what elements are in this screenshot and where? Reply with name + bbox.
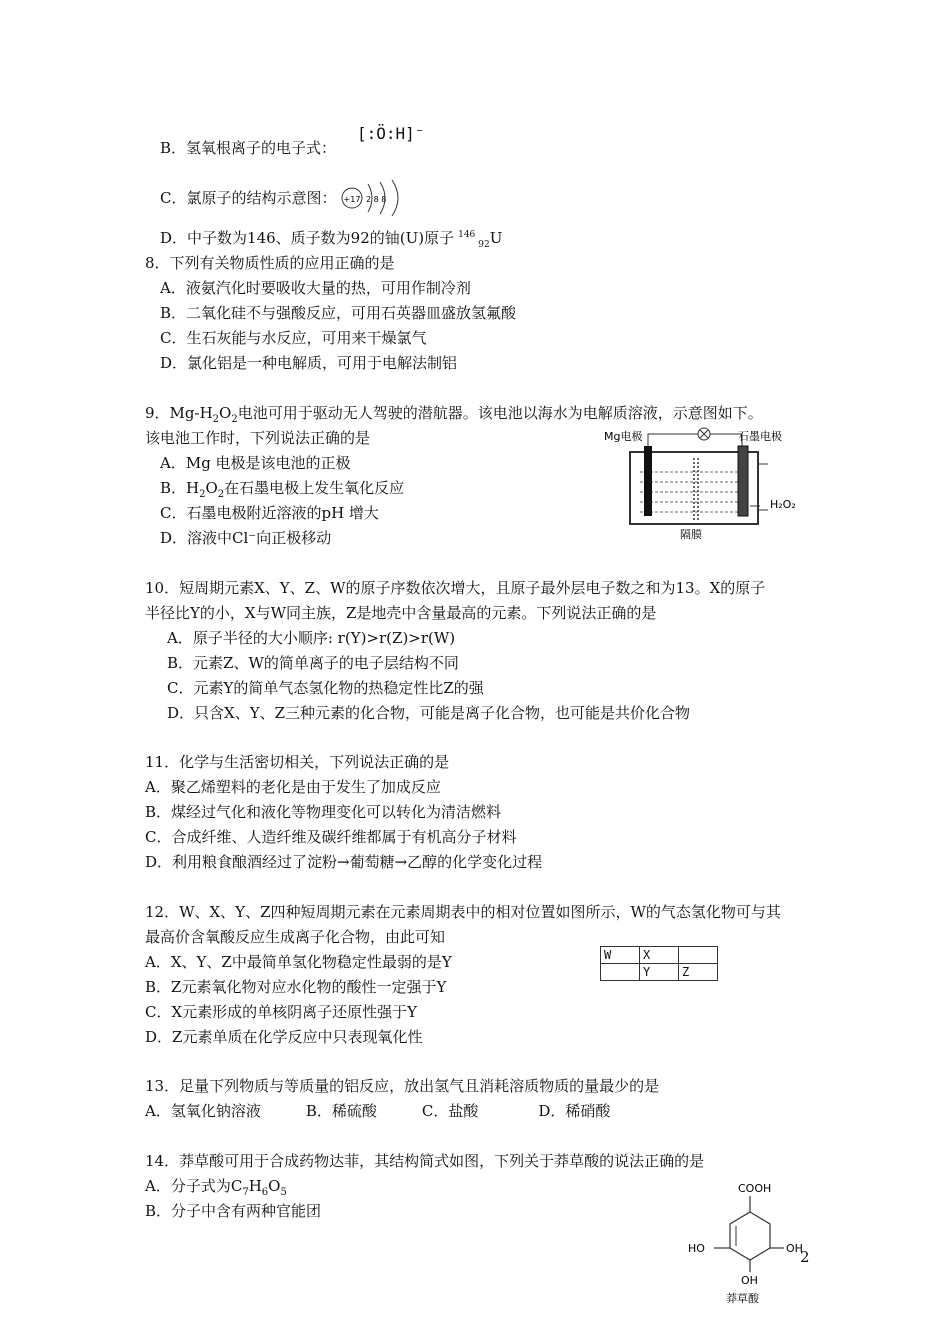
q12-option-a: A．X、Y、Z中最简单氢化物稳定性最弱的是Y xyxy=(145,953,452,971)
q12-option-c: C．X元素形成的单核阴离子还原性强于Y xyxy=(145,1003,418,1021)
q10-option-a: A．原子半径的大小顺序: r(Y)>r(Z)>r(W) xyxy=(167,629,456,647)
q9-option-d: D．溶液中Cl⁻向正极移动 xyxy=(160,529,332,547)
membrane-label: 隔膜 xyxy=(680,528,702,541)
q9-stem-line1: 9．$Mg-H_2O_2$电池可用于驱动无人驾驶的潜航器。该电池以海水为电解质溶液，示意图如下。 xyxy=(145,404,763,425)
q10-option-d: D．只含X、Y、Z三种元素的化合物，可能是离子化合物，也可能是共价化合物 xyxy=(167,704,691,722)
mg-electrode xyxy=(644,446,652,516)
page-number: 2 xyxy=(800,1248,810,1266)
q8-option-d: D．氯化铝是一种电解质，可用于电解法制铝 xyxy=(160,354,458,372)
battery-diagram xyxy=(600,424,810,544)
q14-option-b: B．分子中含有两种官能团 xyxy=(145,1202,322,1220)
q10-stem-line2: 半径比Y的小，X与W同主族，Z是地壳中含量最高的元素。下列说法正确的是 xyxy=(145,604,657,622)
cooh-label: COOH xyxy=(738,1182,772,1195)
q12-stem-line1: 12．W、X、Y、Z四种短周期元素在元素周期表中的相对位置如图所示，W的气态氢化物可与其 xyxy=(145,903,781,921)
table-cell: Z xyxy=(679,964,718,981)
table-cell: X xyxy=(640,947,679,964)
q14-stem: 14．莽草酸可用于合成药物达菲，其结构简式如图，下列关于莽草酸的说法正确的是 xyxy=(145,1152,705,1170)
table-cell xyxy=(601,964,640,981)
shikimic-acid-structure xyxy=(680,1178,820,1308)
q9-stem-line2: 该电池工作时，下列说法正确的是 xyxy=(145,429,371,447)
q8-option-c: C．生石灰能与水反应，可用来干燥氯气 xyxy=(160,329,427,347)
q9-option-a: A．Mg 电极是该电池的正极 xyxy=(160,454,351,472)
q14-option-a: A．分子式为$C_7H_6O_5$ xyxy=(145,1177,287,1198)
chlorine-atom-diagram xyxy=(340,178,410,218)
shell-electrons: 2 8 8 xyxy=(366,195,387,204)
q10-stem-line1: 10．短周期元素X、Y、Z、W的原子序数依次增大，且原子最外层电子数之和为13。X的原子 xyxy=(145,579,766,597)
table-cell: W xyxy=(601,947,640,964)
q7-option-c: C．氯原子的结构示意图： xyxy=(160,189,337,207)
h2o2-label: H₂O₂ xyxy=(770,498,796,511)
oh-label-right: OH xyxy=(786,1242,803,1255)
q12-option-d: D．Z元素单质在化学反应中只表现氧化性 xyxy=(145,1028,423,1046)
q9-option-b: B．$H_2O_2$在石墨电极上发生氧化反应 xyxy=(160,479,405,500)
q8-option-b: B．二氧化硅不与强酸反应，可用石英器皿盛放氢氟酸 xyxy=(160,304,517,322)
q11-option-d: D．利用粮食酿酒经过了淀粉→葡萄糖→乙醇的化学变化过程 xyxy=(145,853,543,871)
compound-name: 莽草酸 xyxy=(726,1292,759,1305)
q10-option-c: C．元素Y的简单气态氢化物的热稳定性比Z的强 xyxy=(167,679,484,697)
q13-options: A．氢氧化钠溶液 B．稀硫酸 C．盐酸 D．稀硝酸 xyxy=(145,1102,611,1120)
q11-stem: 11．化学与生活密切相关，下列说法正确的是 xyxy=(145,753,450,771)
q7-option-d: D．中子数为146、质子数为92的铀(U)原子 $^{146}_{92}$U xyxy=(160,229,503,250)
q10-option-b: B．元素Z、W的简单离子的电子层结构不同 xyxy=(167,654,459,672)
table-cell: Y xyxy=(640,964,679,981)
q11-option-a: A．聚乙烯塑料的老化是由于发生了加成反应 xyxy=(145,778,441,796)
q11-option-c: C．合成纤维、人造纤维及碳纤维都属于有机高分子材料 xyxy=(145,828,517,846)
q13-stem: 13．足量下列物质与等质量的铝反应，放出氢气且消耗溶质物质的量最少的是 xyxy=(145,1077,660,1095)
ho-label: HO xyxy=(688,1242,705,1255)
q12-stem-line2: 最高价含氧酸反应生成离子化合物，由此可知 xyxy=(145,928,446,946)
q8-option-a: A．液氨汽化时要吸收大量的热，可用作制冷剂 xyxy=(160,279,471,297)
graphite-electrode xyxy=(738,446,748,516)
oh-label-bottom: OH xyxy=(741,1274,758,1287)
graphite-electrode-label: 石墨电极 xyxy=(738,430,782,443)
nucleus-label: +17 xyxy=(343,195,361,204)
q11-option-b: B．煤经过气化和液化等物理变化可以转化为清洁燃料 xyxy=(145,803,502,821)
q8-stem: 8．下列有关物质性质的应用正确的是 xyxy=(145,254,395,272)
q12-option-b: B．Z元素氧化物对应水化物的酸性一定强于Y xyxy=(145,978,447,996)
q7-option-b: B．氢氧根离子的电子式： xyxy=(160,139,337,157)
periodic-table-fragment xyxy=(600,946,718,981)
table-cell xyxy=(679,947,718,964)
mg-electrode-label: Mg电极 xyxy=(604,430,643,443)
hydroxide-electron-formula: [:Ö:H]⁻ xyxy=(357,124,425,143)
q9-option-c: C．石墨电极附近溶液的pH 增大 xyxy=(160,504,379,522)
